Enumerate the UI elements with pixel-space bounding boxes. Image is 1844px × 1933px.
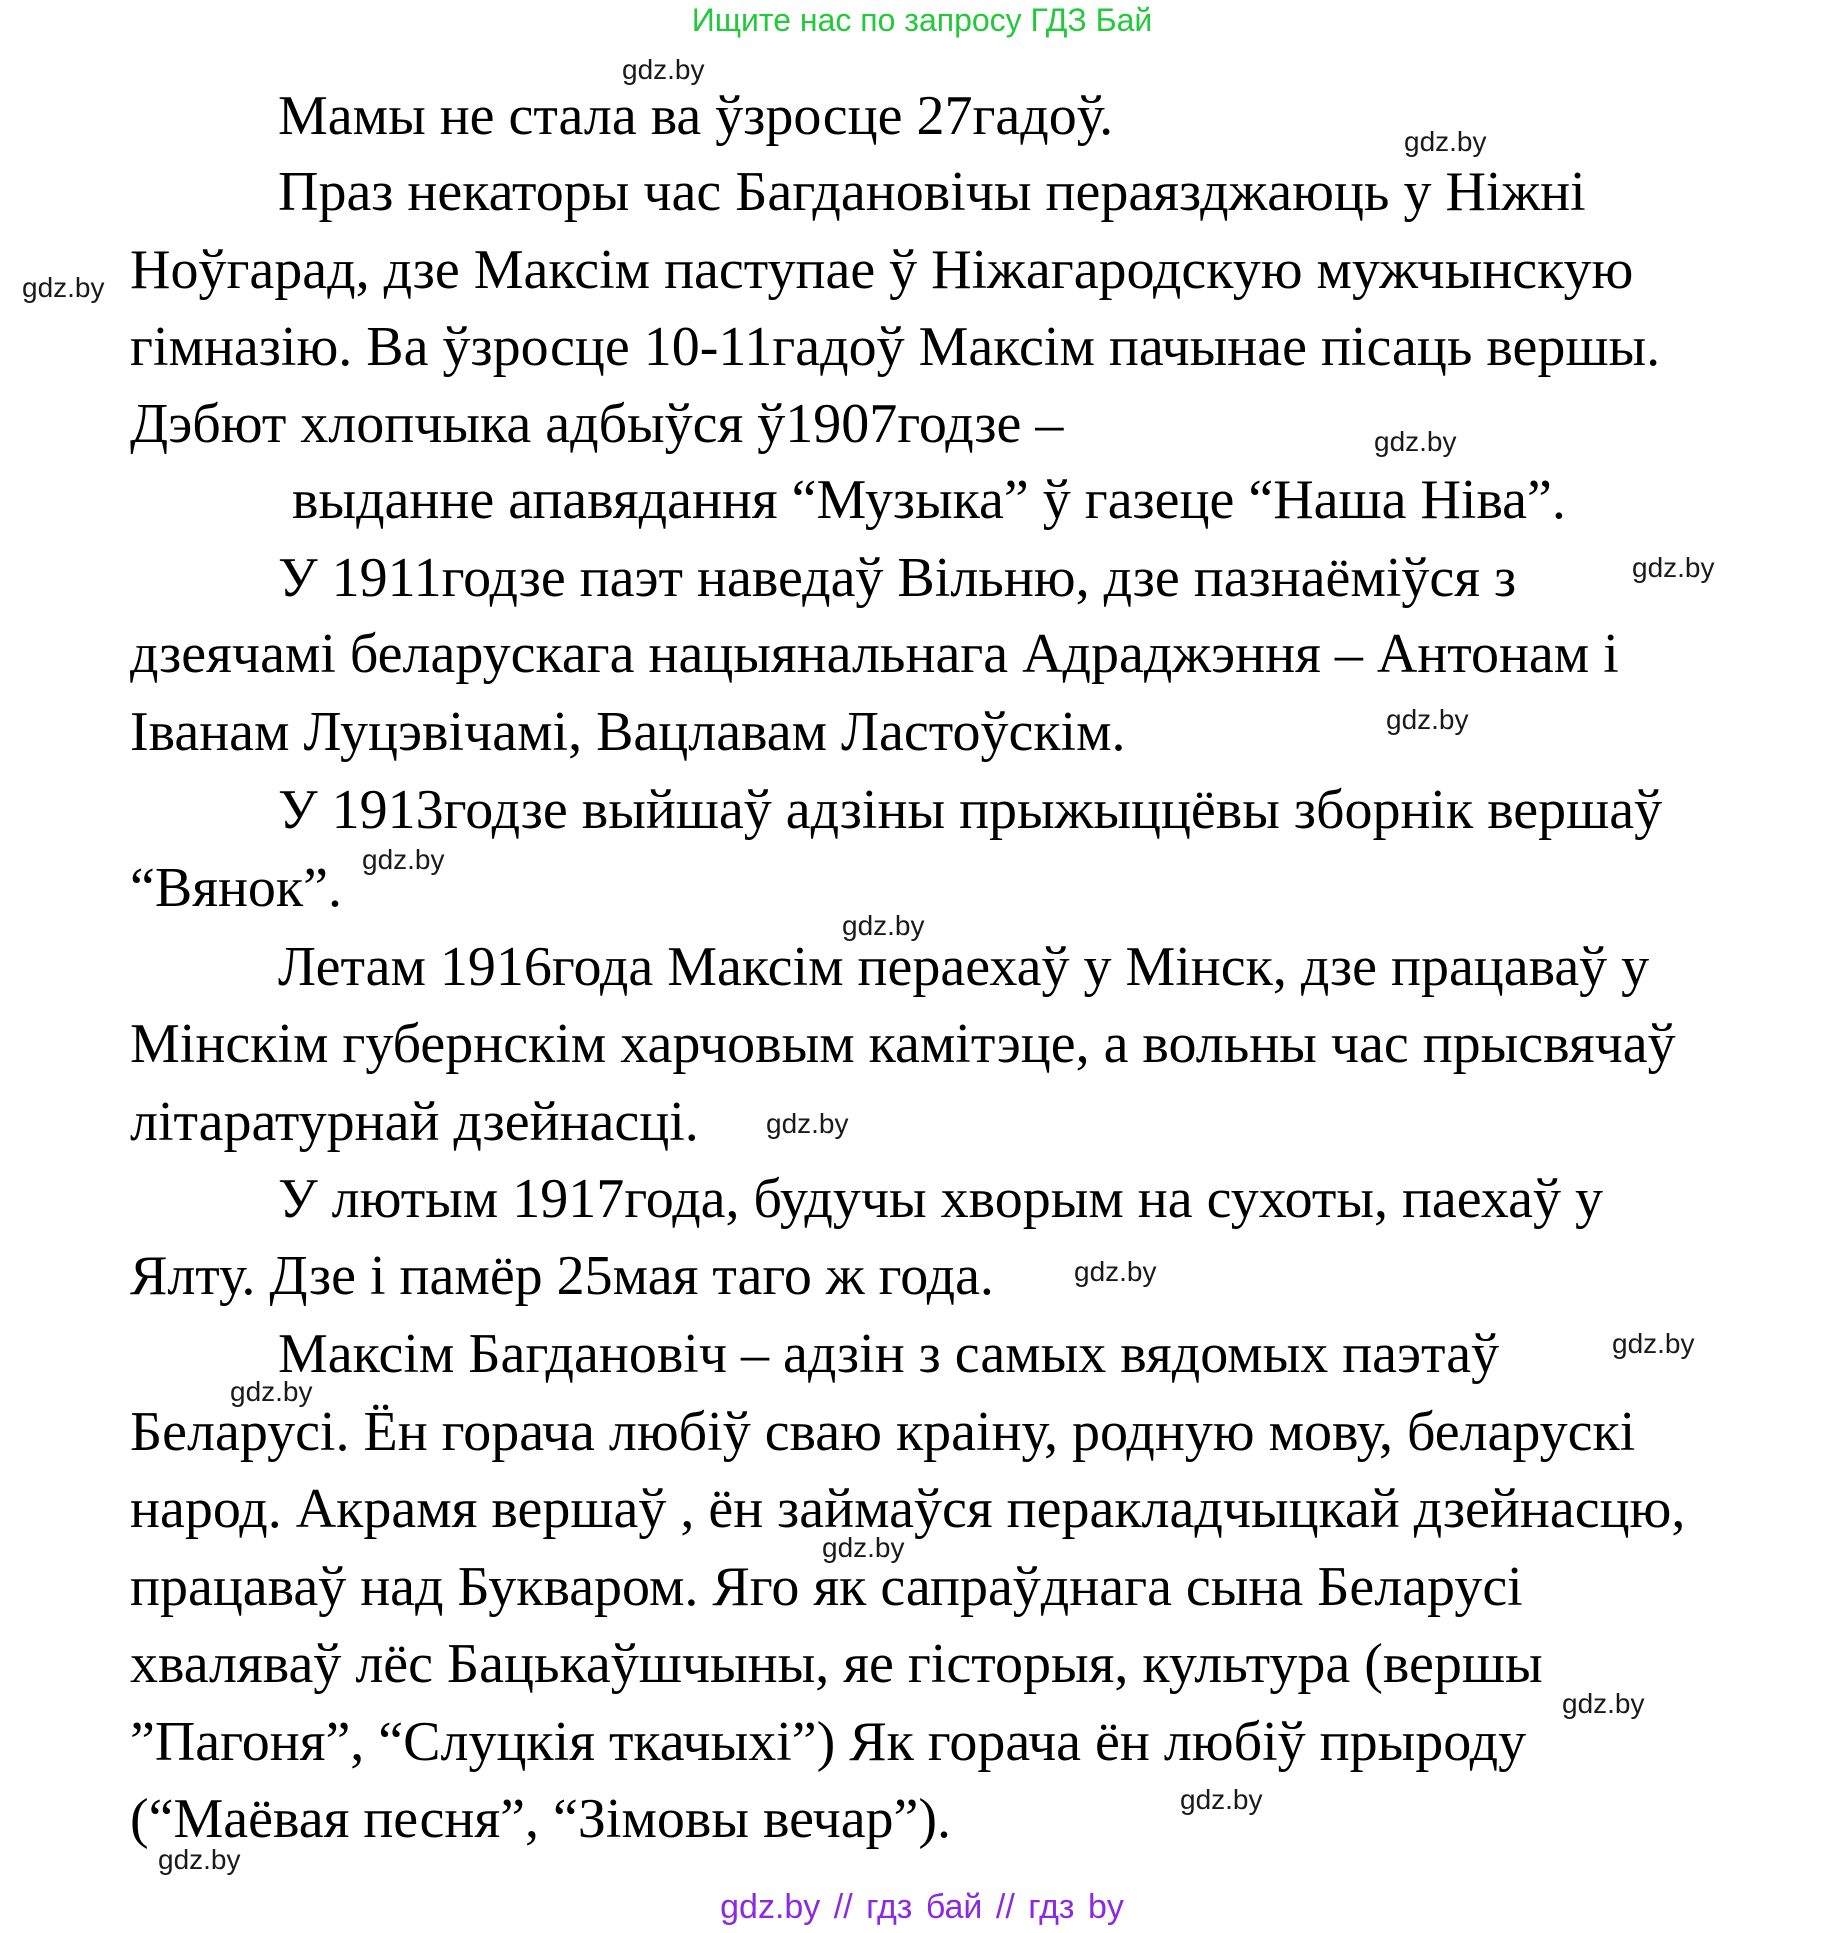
watermark: gdz.by [362, 844, 445, 875]
text-line: Ноўгарад, дзе Максім паступае ў Ніжагародскую мужчынскую [130, 239, 1634, 301]
text-line: ”Пагоня”, “Слуцкія ткачыхі”) Як горача ён любіў прыроду [130, 1711, 1527, 1773]
watermark: gdz.by [842, 910, 925, 941]
watermark: gdz.by [1374, 426, 1457, 457]
text-line: літаратурнай дзейнасці. [130, 1091, 699, 1153]
watermark: gdz.by [622, 54, 705, 85]
watermark: gdz.by [22, 272, 105, 303]
text-line: У 1911годзе паэт наведаў Вільню, дзе пазнаёміўся з [278, 547, 1517, 609]
watermark: gdz.by [1404, 126, 1487, 157]
text-line: народ. Акрамя вершаў , ён займаўся перакладчыцкай дзейнасцю, [130, 1478, 1686, 1540]
watermark: gdz.by [1612, 1328, 1695, 1359]
text-line: У 1913годзе выйшаў адзіны прыжыццёвы зборнік вершаў [278, 779, 1663, 841]
text-line: Беларусі. Ён горача любіў сваю краіну, родную мову, беларускі [130, 1401, 1636, 1463]
text-line: Іванам Луцэвічамі, Вацлавам Ластоўскім. [130, 701, 1126, 763]
watermark: gdz.by [1074, 1256, 1157, 1287]
text-line: Праз некаторы час Багдановічы пераязджаюць у Ніжні [278, 161, 1586, 223]
footer-banner: gdz.by // гдз бай // гдз by [720, 1888, 1124, 1926]
watermark: gdz.by [1180, 1784, 1263, 1815]
watermark: gdz.by [1562, 1688, 1645, 1719]
text-line: Дэбют хлопчыка адбыўся ў1907годзе – [130, 393, 1064, 455]
text-line: Ялту. Дзе і памёр 25мая таго ж года. [130, 1245, 994, 1307]
text-line: дзеячамі беларускага нацыянальнага Адраджэння – Антонам і [130, 623, 1619, 685]
text-line: “Вянок”. [130, 857, 342, 919]
text-line: выданне апавядання “Музыка” ў газеце “Наша Ніва”. [292, 469, 1566, 531]
search-banner: Ищите нас по запросу ГДЗ Бай [691, 2, 1153, 38]
text-line: (“Маёвая песня”, “Зімовы вечар”). [130, 1788, 952, 1850]
text-line: гімназію. Ва ўзросце 10-11гадоў Максім пачынае пісаць вершы. [130, 316, 1661, 378]
watermark: gdz.by [1386, 704, 1469, 735]
watermark: gdz.by [158, 1844, 241, 1875]
text-line: Мінскім губернскім харчовым камітэце, а вольны час прысвячаў [130, 1013, 1676, 1075]
text-line: працаваў над Букваром. Яго як сапраўднага сына Беларусі [130, 1556, 1523, 1618]
text-line: Мамы не стала ва ўзросце 27гадоў. [278, 85, 1114, 147]
text-line: Летам 1916года Максім пераехаў у Мінск, дзе працаваў у [278, 936, 1650, 998]
watermark: gdz.by [766, 1108, 849, 1139]
watermark: gdz.by [1632, 552, 1715, 583]
text-line: У лютым 1917года, будучы хворым на сухоты, паехаў у [278, 1168, 1603, 1230]
text-line: Максім Багдановіч – адзін з самых вядомых паэтаў [278, 1323, 1500, 1385]
watermark: gdz.by [230, 1376, 313, 1407]
watermark: gdz.by [822, 1532, 905, 1563]
text-line: хваляваў лёс Бацькаўшчыны, яе гісторыя, культура (вершы [130, 1633, 1543, 1695]
